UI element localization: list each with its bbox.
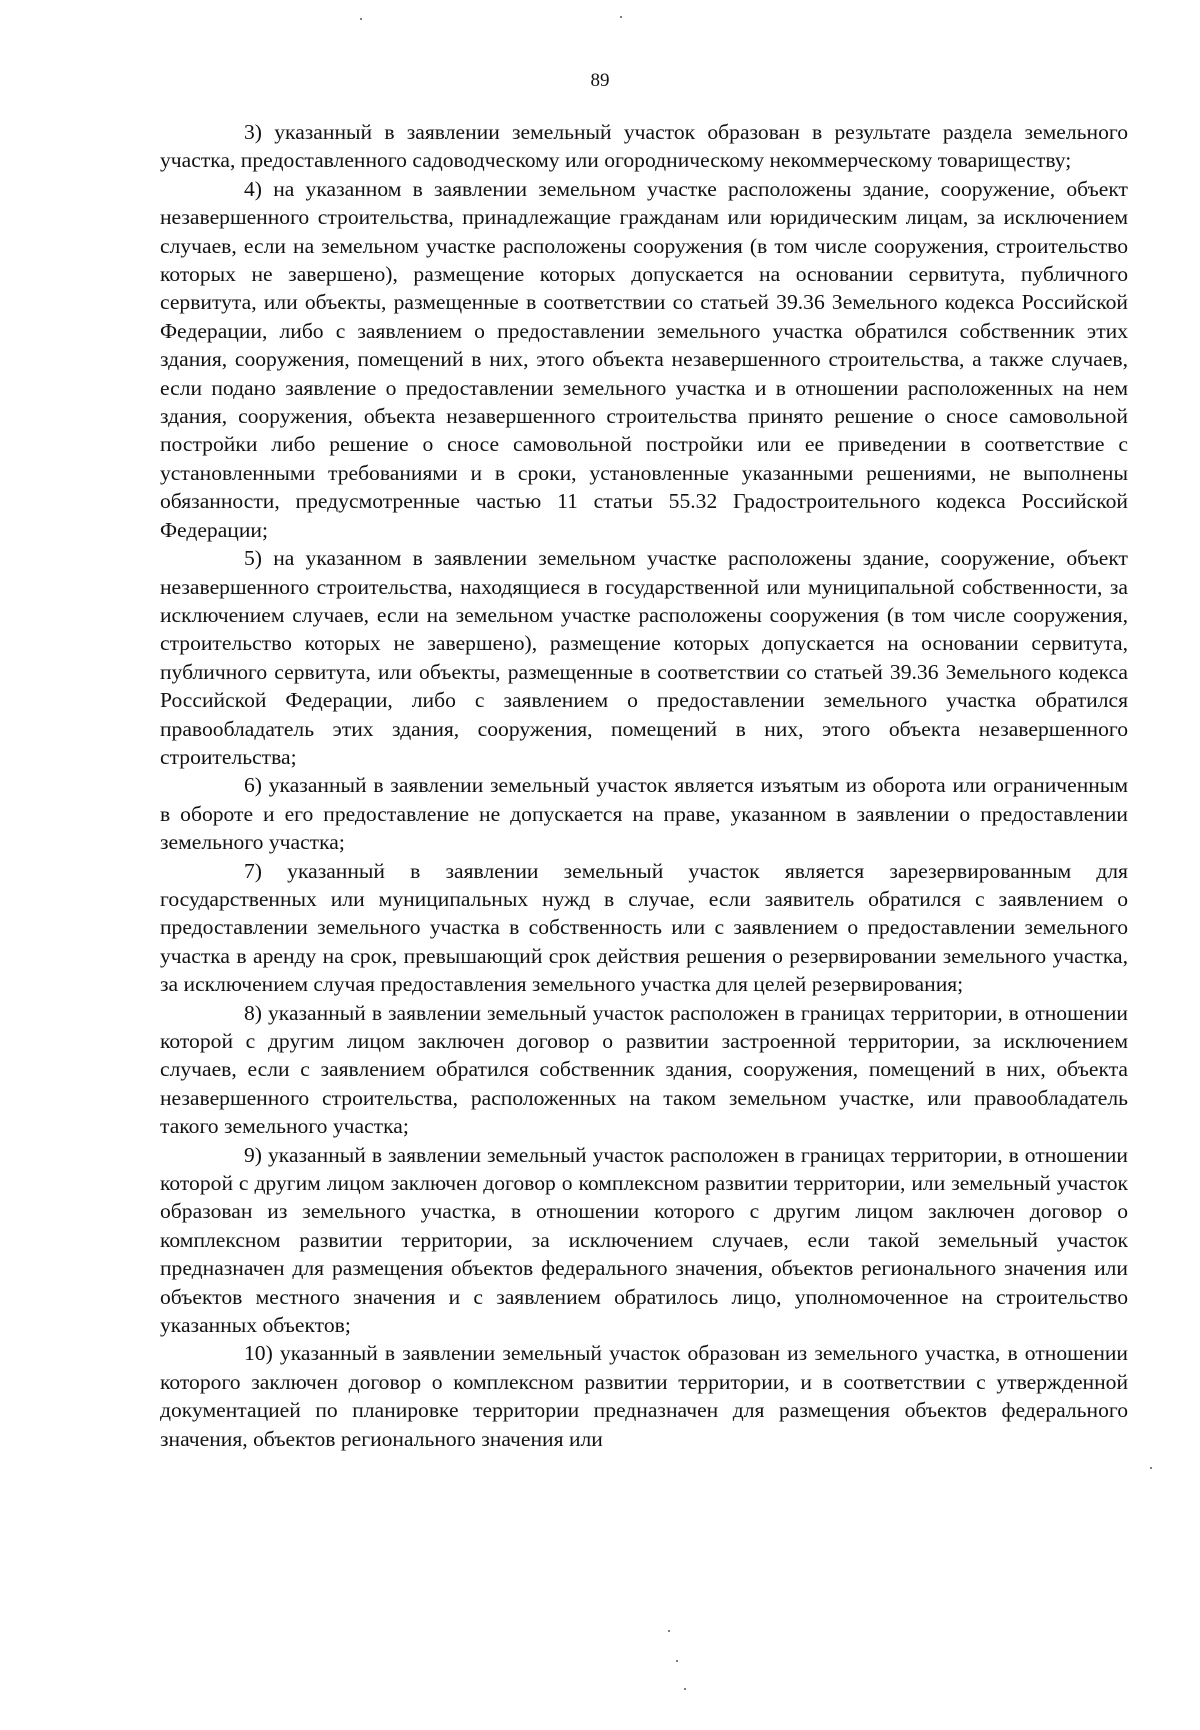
scan-speck	[620, 16, 622, 18]
paragraph-4: 4) на указанном в заявлении земельном участке расположены здание, сооружение, объект незавершенного строительства, принадлежащие гражданам или юридическим лицам, за исключением случаев, если на земельном участке расположены сооружения (в том числе сооружения, строительство которых не завершено), размещение которых допускается на основании сервитута, публичного сервитута, или объекты, размещенные в соответствии со статьей 39.36 Земельного кодекса Российской Федерации, либо с заявлением о предоставлении земельного участка обратился собственник этих здания, сооружения, помещений в них, этого объекта незавершенного строительства, а также случаев, если подано заявление о предоставлении земельного участка и в отношении расположенных на нем здания, сооружения, объекта незавершенного строительства принято решение о сносе самовольной постройки либо решение о сносе самовольной постройки или ее приведении в соответствие с установленными требованиями и в сроки, установленные указанными решениями, не выполнены обязанности, предусмотренные частью 11 статьи 55.32 Градостроительного кодекса Российской Федерации;	[160, 176, 1128, 542]
paragraph-9: 9) указанный в заявлении земельный участок расположен в границах территории, в отношении которой с другим лицом заключен договор о комплексном развитии территории, или земельный участок образован из земельного участка, в отношении которого с другим лицом заключен договор о комплексном развитии территории, за исключением случаев, если такой земельный участок предназначен для размещения объектов федерального значения, объектов регионального значения или объектов местного значения и с заявлением обратилось лицо, уполномоченное на строительство указанных объектов;	[160, 1142, 1128, 1338]
scan-speck	[684, 1688, 686, 1690]
paragraph-6: 6) указанный в заявлении земельный участок является изъятым из оборота или ограниченным в обороте и его предоставление не допускается на праве, указанном в заявлении о предоставлении земельного участка;	[160, 773, 1128, 855]
scan-speck	[360, 18, 362, 20]
paragraph-3: 3) указанный в заявлении земельный участок образован в результате раздела земельного участка, предоставленного садоводческому или огородническому некоммерческому товариществу;	[160, 120, 1128, 173]
page-number: 89	[590, 70, 610, 91]
scan-speck	[1150, 1467, 1152, 1469]
paragraph-5: 5) на указанном в заявлении земельном участке расположены здание, сооружение, объект незавершенного строительства, находящиеся в государственной или муниципальной собственности, за исключением случаев, если на земельном участке расположены сооружения (в том числе сооружения, строительство которых не завершено), размещение которых допускается на основании сервитута, публичного сервитута, или объекты, размещенные в соответствии со статьей 39.36 Земельного кодекса Российской Федерации, либо с заявлением о предоставлении земельного участка обратился правообладатель этих здания, сооружения, помещений в них, этого объекта незавершенного строительства;	[160, 546, 1128, 769]
paragraph-7: 7) указанный в заявлении земельный участок является зарезервированным для государственных или муниципальных нужд в случае, если заявитель обратился с заявлением о предоставлении земельного участка в собственность или с заявлением о предоставлении земельного участка в аренду на срок, превышающий срок действия решения о резервировании земельного участка, за исключением случая предоставления земельного участка для целей резервирования;	[160, 858, 1128, 997]
scan-speck	[676, 1660, 678, 1662]
scan-speck	[668, 1630, 670, 1632]
paragraph-8: 8) указанный в заявлении земельный участок расположен в границах территории, в отношении которой с другим лицом заключен договор о развитии застроенной территории, за исключением случаев, если с заявлением обратился собственник здания, сооружения, помещений в них, объекта незавершенного строительства, расположенных на таком земельном участке, или правообладатель такого земельного участка;	[160, 1000, 1128, 1139]
paragraph-10: 10) указанный в заявлении земельный участок образован из земельного участка, в отношении которого заключен договор о комплексном развитии территории, и в соответствии с утвержденной документацией по планировке территории предназначен для размещения объектов федерального значения, объектов регионального значения или	[160, 1341, 1128, 1451]
document-body	[160, 118, 1128, 1453]
